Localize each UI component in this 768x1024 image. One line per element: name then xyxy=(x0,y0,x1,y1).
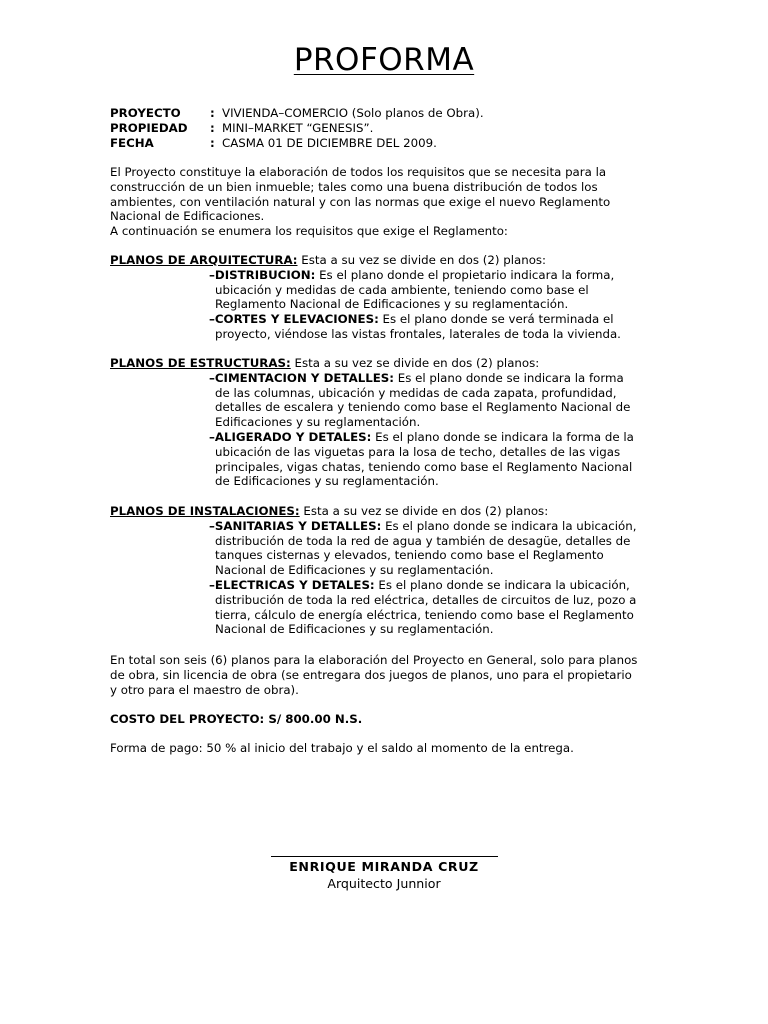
section-estructuras xyxy=(110,356,710,489)
item-heading xyxy=(110,371,710,386)
item-title: –DISTRIBUCION: xyxy=(209,267,316,282)
section-intro: Esta a su vez se divide en dos (2) planos: xyxy=(297,253,547,267)
header-value: VIVIENDA–COMERCIO (Solo planos de Obra). xyxy=(222,106,484,120)
item-title: –SANITARIAS Y DETALLES: xyxy=(209,518,382,533)
item-line: principales, vigas chatas, teniendo como base el Reglamento Nacional xyxy=(215,459,633,474)
section-instalaciones xyxy=(110,504,710,637)
item-text: Es el plano donde se indicara la forma xyxy=(394,370,624,385)
document-title: PROFORMA xyxy=(293,42,475,78)
item-text: Es el plano donde el propietario indicara la forma, xyxy=(315,267,615,282)
section-arquitectura xyxy=(110,253,710,342)
section-title: PLANOS DE ESTRUCTURAS: xyxy=(110,356,291,370)
signatory-role: Arquitecto Junnior xyxy=(327,876,441,891)
section-title: PLANOS DE INSTALACIONES: xyxy=(110,504,300,518)
header-row-proyecto xyxy=(110,106,710,121)
signatory-name: ENRIQUE MIRANDA CRUZ xyxy=(289,859,479,874)
item-line: Edificaciones y su reglamentación. xyxy=(215,415,421,430)
section-intro: Esta a su vez se divide en dos (2) planos: xyxy=(290,356,540,370)
header-colon: : xyxy=(210,120,215,135)
item-heading xyxy=(110,519,710,534)
item-line: distribución de toda la red eléctrica, detalles de circuitos de luz, pozo a xyxy=(215,592,637,607)
item-line: proyecto, viéndose las vistas frontales, laterales de toda la vivienda. xyxy=(215,326,621,341)
item-heading xyxy=(110,268,710,283)
project-cost: COSTO DEL PROYECTO: S/ 800.00 N.S. xyxy=(110,712,363,726)
item-line: Reglamento Nacional de Edificaciones y su reglamentación. xyxy=(215,297,569,312)
item-line: ubicación de las viguetas para la losa de techo, detalles de las vigas xyxy=(215,444,621,459)
item-title: –ALIGERADO Y DETALES: xyxy=(209,429,372,444)
item-line: detalles de escalera y teniendo como base el Reglamento Nacional de xyxy=(215,400,631,415)
item-line: distribución de toda la red de agua y también de desagüe, detalles de xyxy=(215,533,631,548)
section-heading xyxy=(110,356,710,371)
item-line: ubicación y medidas de cada ambiente, teniendo como base el xyxy=(215,282,589,297)
header-label: PROPIEDAD xyxy=(110,120,188,135)
intro-paragraph xyxy=(110,165,710,239)
signature-line xyxy=(271,856,498,857)
header-value: MINI–MARKET “GENESIS”. xyxy=(222,120,374,135)
summary-line: En total son seis (6) planos para la elaboración del Proyecto en General, solo para planos xyxy=(110,653,638,667)
item-line: Nacional de Edificaciones y su reglamentación. xyxy=(215,563,494,578)
intro-line: construcción de un bien inmueble; tales como una buena distribución de todos los xyxy=(110,179,598,194)
intro-line: A continuación se enumera los requisitos que exige el Reglamento: xyxy=(110,224,508,239)
header-row-fecha xyxy=(110,136,710,151)
item-heading xyxy=(110,430,710,445)
section-title: PLANOS DE ARQUITECTURA: xyxy=(110,253,298,267)
header-label: FECHA xyxy=(110,135,154,150)
section-heading xyxy=(110,504,710,519)
payment-terms: Forma de pago: 50 % al inicio del trabajo y el saldo al momento de la entrega. xyxy=(110,741,574,755)
header-colon: : xyxy=(210,135,215,150)
intro-line: El Proyecto constituye la elaboración de todos los requisitos que se necesita para la xyxy=(110,165,607,179)
header-value: CASMA 01 DE DICIEMBRE DEL 2009. xyxy=(222,135,437,150)
header-colon: : xyxy=(210,106,215,120)
header-block xyxy=(110,106,710,150)
summary-line: de obra, sin licencia de obra (se entregara dos juegos de planos, uno para el propietario xyxy=(110,667,632,682)
item-heading xyxy=(110,312,710,327)
item-line: de Edificaciones y su reglamentación. xyxy=(215,474,439,489)
summary-paragraph xyxy=(110,653,710,697)
item-text: Es el plano donde se indicara la forma de la xyxy=(371,429,634,444)
header-label: PROYECTO xyxy=(110,106,181,120)
intro-line: ambientes, con ventilación natural y con las normas que exige el nuevo Reglamento xyxy=(110,194,611,209)
item-line: Nacional de Edificaciones y su reglamentación. xyxy=(215,622,494,637)
item-title: –ELECTRICAS Y DETALES: xyxy=(209,577,375,592)
item-line: de las columnas, ubicación y medidas de cada zapata, profundidad, xyxy=(215,385,617,400)
intro-line: Nacional de Edificaciones. xyxy=(110,209,265,224)
item-text: Es el plano donde se indicara la ubicación, xyxy=(374,577,630,592)
item-title: –CORTES Y ELEVACIONES: xyxy=(209,312,379,327)
item-heading xyxy=(110,578,710,593)
item-text: Es el plano donde se indicara la ubicación, xyxy=(381,518,637,533)
section-heading xyxy=(110,253,710,268)
summary-line: y otro para el maestro de obra). xyxy=(110,682,299,697)
header-row-propiedad xyxy=(110,121,710,136)
item-text: Es el plano donde se verá terminada el xyxy=(378,312,614,327)
item-line: tanques cisternas y elevados, teniendo como base el Reglamento xyxy=(215,548,604,563)
item-title: –CIMENTACION Y DETALLES: xyxy=(209,370,394,385)
item-line: tierra, cálculo de energía eléctrica, teniendo como base el Reglamento xyxy=(215,607,634,622)
section-intro: Esta a su vez se divide en dos (2) planos: xyxy=(299,504,549,518)
